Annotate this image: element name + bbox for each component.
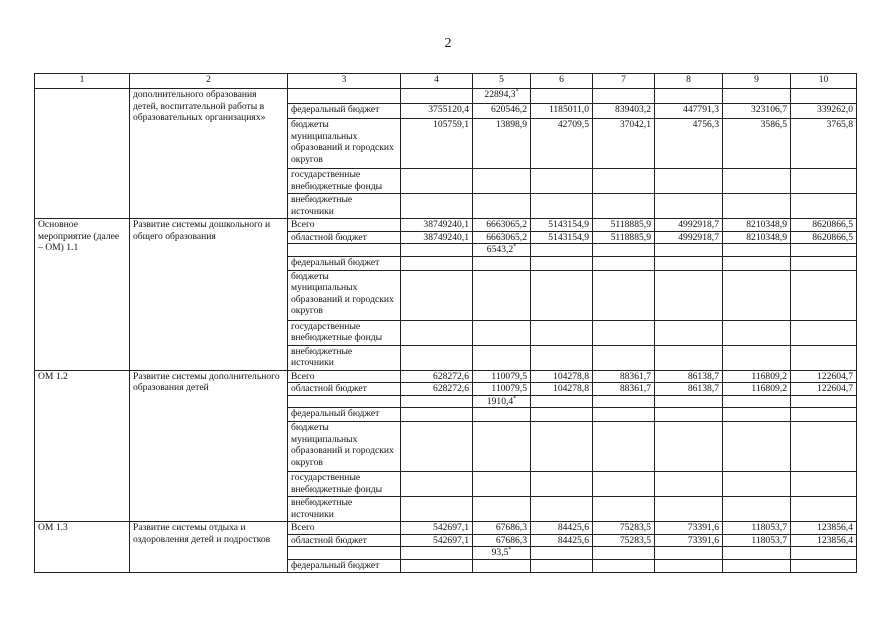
value-cell: 8210348,9 [723,231,791,244]
value-cell: 86138,7 [655,383,723,396]
value-cell: 3765,8 [791,119,857,169]
funding-source: федеральный бюджет [288,256,401,270]
table-row [35,89,857,104]
value-cell: 67686,3 [473,522,531,535]
value-cell: 86138,7 [655,370,723,383]
footnote-value: 6543,2* [473,244,531,257]
value-cell: 88361,7 [593,370,655,383]
funding-source: областной бюджет [288,383,401,396]
funding-source: государственные внебюджетные фонды [288,169,401,194]
page-number: 2 [444,36,452,51]
value-cell: 5118885,9 [593,219,655,232]
value-cell: 104278,8 [531,370,593,383]
value-cell: 4756,3 [655,119,723,169]
value-cell: 84425,6 [531,522,593,535]
measure-description: дополнительного образования детей, воспитательной работы в образовательных организациях» [130,89,288,219]
value-cell: 122604,7 [791,383,857,396]
value-cell: 5118885,9 [593,231,655,244]
column-number: 1 [35,74,130,89]
value-cell: 110079,5 [473,370,531,383]
funding-source: государственные внебюджетные фонды [288,320,401,345]
footnote-value: 1910,4* [473,395,531,408]
column-number: 4 [401,74,473,89]
column-number: 2 [130,74,288,89]
funding-source: внебюджетные источники [288,345,401,370]
footnote-value: 93,5* [473,547,531,560]
value-cell: 5143154,9 [531,219,593,232]
funding-source: внебюджетные источники [288,497,401,522]
value-cell: 84425,6 [531,534,593,547]
value-cell: 110079,5 [473,383,531,396]
funding-source: Всего [288,370,401,383]
measure-code-cell [35,89,130,219]
value-cell: 13898,9 [473,119,531,169]
measure-description: Развитие системы дошкольного и общего образования [130,219,288,371]
footnote-value: 22894,3* [473,89,531,104]
value-cell: 8210348,9 [723,219,791,232]
table-row [35,522,857,535]
value-cell: 447791,3 [655,104,723,119]
measure-description: Развитие системы отдыха и оздоровления детей и подростков [130,522,288,573]
value-cell: 116809,2 [723,383,791,396]
funding-source: областной бюджет [288,534,401,547]
column-number: 10 [791,74,857,89]
funding-source: бюджеты муниципальных образований и городских округов [288,119,401,169]
value-cell: 542697,1 [401,522,473,535]
value-cell: 323106,7 [723,104,791,119]
value-cell: 75283,5 [593,522,655,535]
column-number: 8 [655,74,723,89]
value-cell: 628272,6 [401,383,473,396]
value-cell: 73391,6 [655,522,723,535]
value-cell: 542697,1 [401,534,473,547]
column-number: 6 [531,74,593,89]
value-cell: 123856,4 [791,522,857,535]
funding-source: областной бюджет [288,231,401,244]
value-cell: 5143154,9 [531,231,593,244]
column-number: 5 [473,74,531,89]
value-cell: 839403,2 [593,104,655,119]
table-row [35,219,857,232]
value-cell: 123856,4 [791,534,857,547]
measure-code: ОМ 1.2 [35,370,130,522]
value-cell: 3755120,4 [401,104,473,119]
value-cell: 339262,0 [791,104,857,119]
funding-source: Всего [288,522,401,535]
funding-source: внебюджетные источники [288,194,401,219]
value-cell: 42709,5 [531,119,593,169]
value-cell: 118053,7 [723,522,791,535]
value-cell: 4992918,7 [655,219,723,232]
funding-source: федеральный бюджет [288,559,401,572]
column-number: 3 [288,74,401,89]
value-cell: 8620866,5 [791,231,857,244]
value-cell: 628272,6 [401,370,473,383]
value-cell: 37042,1 [593,119,655,169]
column-number: 9 [723,74,791,89]
value-cell: 75283,5 [593,534,655,547]
value-cell: 38749240,1 [401,219,473,232]
value-cell: 104278,8 [531,383,593,396]
value-cell: 118053,7 [723,534,791,547]
value-cell: 105759,1 [401,119,473,169]
value-cell: 67686,3 [473,534,531,547]
measure-code: ОМ 1.3 [35,522,130,573]
value-cell: 116809,2 [723,370,791,383]
funding-source: бюджеты муниципальных образований и городских округов [288,422,401,472]
value-cell: 6663065,2 [473,231,531,244]
value-cell: 38749240,1 [401,231,473,244]
funding-source: федеральный бюджет [288,408,401,422]
measure-code: Основное мероприятие (далее – ОМ) 1.1 [35,219,130,371]
value-cell: 6663065,2 [473,219,531,232]
value-cell: 1185011,0 [531,104,593,119]
value-cell: 4992918,7 [655,231,723,244]
value-cell: 620546,2 [473,104,531,119]
column-number-row [35,74,857,89]
column-number: 7 [593,74,655,89]
table-row [35,370,857,383]
value-cell: 3586,5 [723,119,791,169]
value-cell: 122604,7 [791,370,857,383]
measure-description: Развитие системы дополнительного образования детей [130,370,288,522]
funding-source: федеральный бюджет [288,104,401,119]
budget-table [34,73,857,573]
funding-source: государственные внебюджетные фонды [288,472,401,497]
value-cell: 88361,7 [593,383,655,396]
value-cell: 73391,6 [655,534,723,547]
funding-source: бюджеты муниципальных образований и городских округов [288,270,401,320]
funding-source: Всего [288,219,401,232]
value-cell: 8620866,5 [791,219,857,232]
